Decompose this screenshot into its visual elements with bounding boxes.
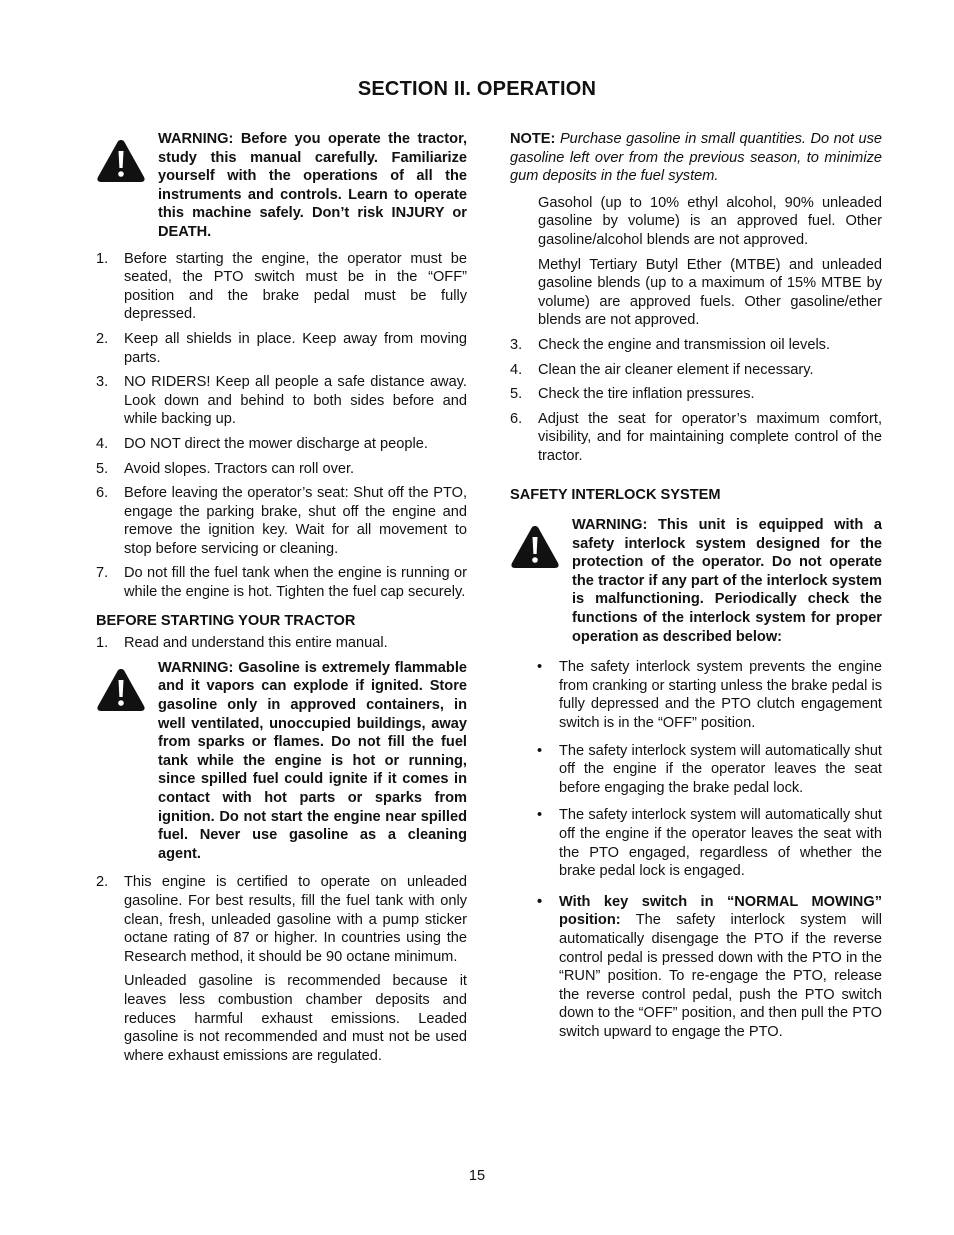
item-text: Clean the air cleaner element if necessary. — [538, 361, 814, 378]
item-text: Avoid slopes. Tractors can roll over. — [124, 460, 355, 477]
item-text: Before leaving the operator’s seat: Shut off the PTO, engage the parking brake, shut off the engine and remove the ignition key. Wait for all movement to stop before servicing or cleaning. — [124, 485, 467, 557]
list-item — [96, 330, 467, 367]
list-item — [96, 634, 467, 653]
warning-block-gasoline — [96, 659, 467, 864]
item-text: NO RIDERS! Keep all people a safe distance away. Look down and behind to both sides before and while backing up. — [124, 374, 467, 428]
item-number: 5. — [510, 386, 523, 403]
warning-triangle-icon — [96, 138, 146, 184]
item-number: 1. — [96, 250, 109, 267]
bullet-dot: • — [537, 807, 543, 824]
list-item — [96, 373, 467, 429]
bullet-bold-lead: With key switch in “NORMAL MOWING” position: — [559, 893, 882, 929]
list-item — [510, 361, 882, 380]
page-title: SECTION II. OPERATION — [357, 78, 597, 100]
item-text: Check the engine and transmission oil levels. — [538, 336, 831, 353]
warning-triangle-icon — [510, 524, 560, 570]
list-item — [96, 564, 467, 601]
item-number: 3. — [510, 336, 523, 353]
item-text: Read and understand this entire manual. — [124, 635, 388, 652]
list-item — [96, 484, 467, 558]
list-item — [96, 435, 467, 454]
bullet-item — [510, 658, 882, 732]
paragraph-mtbe: Methyl Tertiary Butyl Ether (MTBE) and unleaded gasoline blends (up to a maximum of 15% MTBE by volume) are approved fuels. Other gasoline/ether blends are not approved. — [538, 256, 882, 329]
section-heading-safety-interlock: SAFETY INTERLOCK SYSTEM — [510, 486, 721, 503]
note-block — [510, 130, 882, 186]
item-text: This engine is certified to operate on unleaded gasoline. For best results, fill the fuel tank with only clean, fresh, unleaded gasoline with a pump sticker octane rating of 87 or higher. In countries using the Research method, it should be 90 octane minimum. — [124, 874, 467, 965]
item-text: DO NOT direct the mower discharge at people. — [124, 435, 428, 452]
page-number: 15 — [468, 1168, 486, 1184]
left-column — [96, 130, 467, 1071]
item-text: Check the tire inflation pressures. — [538, 386, 755, 403]
item-number: 2. — [96, 330, 109, 347]
item-number: 2. — [96, 874, 109, 891]
item-number: 6. — [96, 485, 109, 502]
item-number: 6. — [510, 410, 523, 427]
item-text: Keep all shields in place. Keep away from moving parts. — [124, 330, 467, 366]
warning-block-interlock — [510, 516, 882, 646]
bullet-text: The safety interlock system prevents the engine from cranking or starting unless the brake pedal is fully depressed and the PTO clutch engagement switch is in the “OFF” position. — [559, 659, 882, 732]
warning-text: WARNING: Before you operate the tractor, study this manual carefully. Familiarize yourself with the operations of all the instruments and controls. Learn to operate this machine safely. Don’t risk INJURY or DEATH. — [158, 131, 467, 240]
list-item — [96, 460, 467, 479]
item-number: 4. — [510, 361, 523, 378]
bullet-item — [510, 806, 882, 880]
item-text: Do not fill the fuel tank when the engine is running or while the engine is hot. Tighten the fuel cap securely. — [124, 565, 467, 601]
item-number: 7. — [96, 565, 109, 582]
bullet-item — [510, 893, 882, 1042]
bullet-text: The safety interlock system will automatically shut off the engine if the operator leaves the seat before engaging the brake pedal lock. — [559, 742, 882, 796]
bullet-text: The safety interlock system will automatically disengage the PTO if the reverse control pedal is pressed down with the PTO in the “RUN” position. To re-engage the PTO, release the reverse control pedal, push the PTO switch down to the “OFF” position, and then pull the PTO switch upward to engage the PTO. — [559, 912, 882, 1040]
item-text: Adjust the seat for operator’s maximum comfort, visibility, and for maintaining complete control of the tractor. — [538, 410, 882, 464]
list-item — [510, 385, 882, 404]
list-item — [510, 336, 882, 355]
note-text: Purchase gasoline in small quantities. Do not use gasoline left over from the previous season, to minimize gum deposits in the fuel system. — [510, 131, 883, 185]
item-number: 1. — [96, 635, 109, 652]
warning-triangle-icon — [96, 667, 146, 713]
item-number: 4. — [96, 435, 109, 452]
bullet-dot: • — [537, 742, 543, 759]
section-heading-before-starting: BEFORE STARTING YOUR TRACTOR — [96, 612, 356, 629]
paragraph-gasohol: Gasohol (up to 10% ethyl alcohol, 90% unleaded gasoline by volume) is an approved fuel. Other gasoline/alcohol blends are not approved. — [538, 194, 882, 248]
bullet-text: The safety interlock system will automatically shut off the engine if the operator leaves the seat with the PTO engaged, regardless of whether the brake pedal lock is engaged. — [559, 807, 882, 880]
item-number: 3. — [96, 374, 109, 391]
bullet-dot: • — [537, 893, 543, 910]
item-number: 5. — [96, 460, 109, 477]
right-column — [510, 130, 882, 1051]
warning-text: WARNING: Gasoline is extremely flammable and it vapors can explode if ignited. Store gasoline only in approved containers, in well ventilated, unoccupied buildings, away from sparks or flames. Do not fill the fuel tank while the engine is hot or running, since spilled fuel could ignite if it comes in contact with hot parts or sparks from ignition. Do not start the engine near spilled fuel. Never use gasoline as a cleaning agent. — [158, 659, 467, 862]
warning-text: WARNING: This unit is equipped with a safety interlock system designed for the protection of the operator. Do not operate the tractor if any part of the interlock system is malfunctioning. Periodically check the functions of the interlock system for proper operation as described below: — [572, 517, 882, 645]
list-item — [510, 410, 882, 466]
bullet-dot: • — [537, 659, 543, 676]
note-label: NOTE: — [510, 131, 556, 147]
item-text: Before starting the engine, the operator must be seated, the PTO switch must be in the “OFF” position and the brake pedal must be fully depressed. — [124, 250, 467, 323]
list-item — [96, 873, 467, 966]
list-item — [96, 250, 467, 324]
warning-block-operate — [96, 130, 467, 242]
paragraph-unleaded: Unleaded gasoline is recommended because it leaves less combustion chamber deposits and reduces harmful exhaust emissions. Leaded gasoline is not recommended and must not be used where exhaust emissions are regulated. — [124, 973, 467, 1064]
bullet-item — [510, 742, 882, 798]
